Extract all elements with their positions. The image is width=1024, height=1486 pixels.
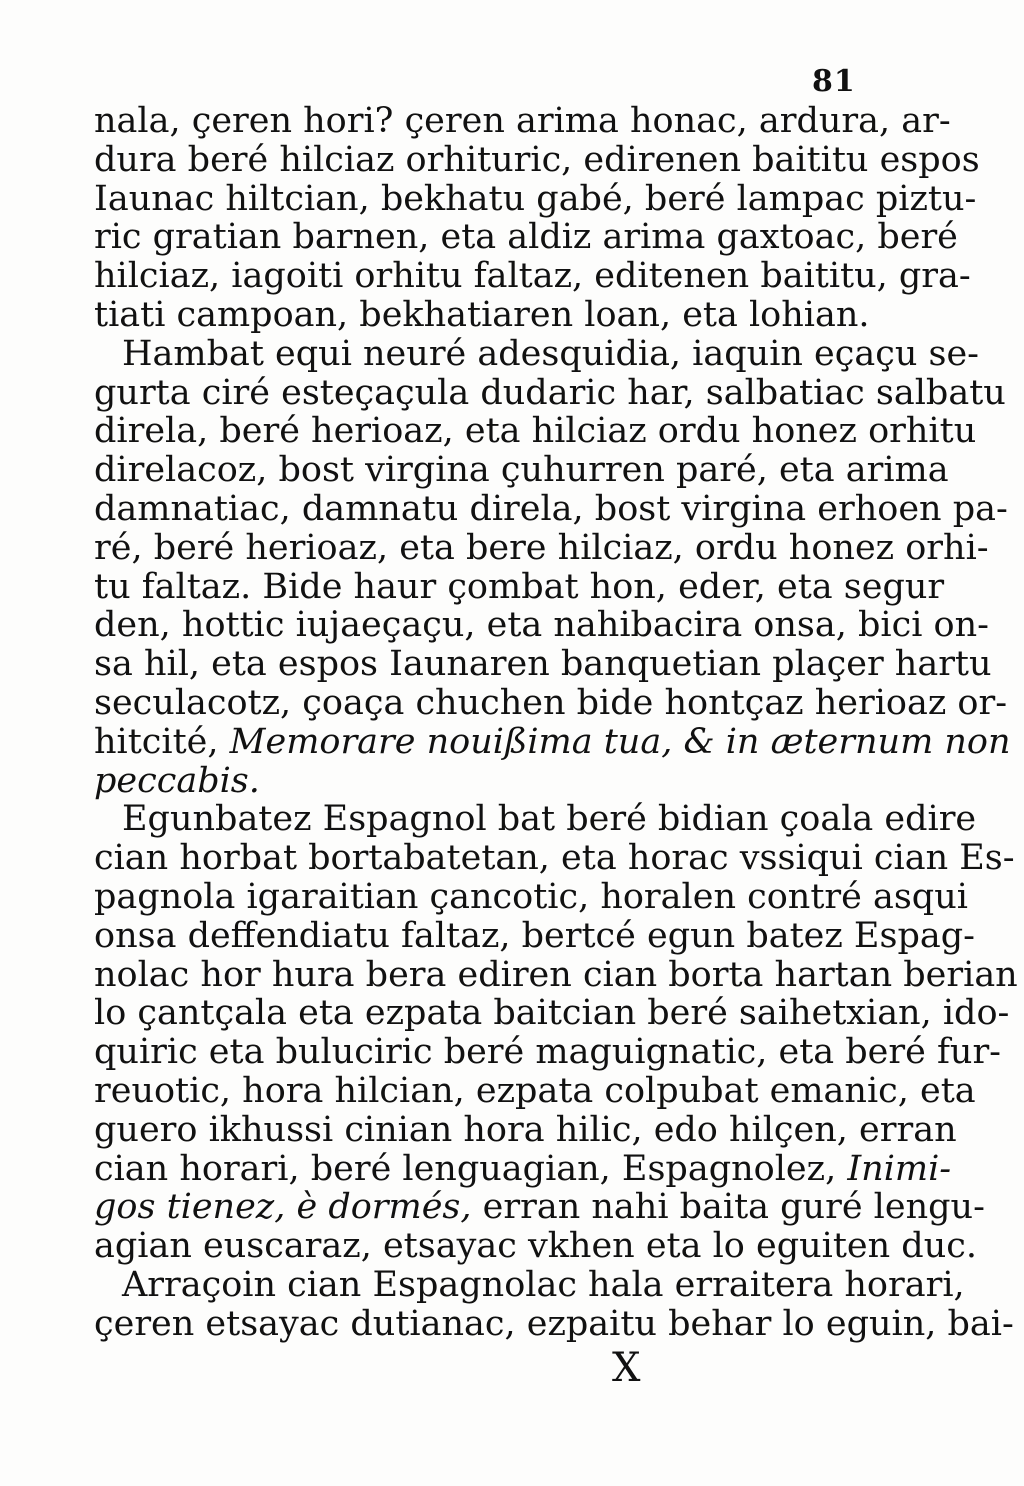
signature-mark: X [612,1345,643,1391]
text-line: dura beré hilciaz orhituric, edirenen baititu espos [94,139,980,180]
text-line: direlacoz, bost virgina çuhurren paré, eta arima [94,450,949,491]
text-line: agian euscaraz, etsayac vkhen eta lo eguiten duc. [94,1226,977,1267]
text-line-with-spanish-quote [94,1187,985,1228]
text-line: hilciaz, iagoiti orhitu faltaz, editenen baititu, gra- [94,256,971,297]
spanish-quote: Inimi- [847,1148,952,1189]
text-line: den, hottic iujaeçaçu, eta nahibacira onsa, bici on- [94,605,989,646]
latin-quote-end: peccabis. [94,760,260,801]
line-roman-part: hitcité, [94,721,219,762]
text-line-italic [94,762,854,801]
spanish-quote-end: gos tienez, è dormés, [94,1187,472,1228]
text-line: lo çantçala eta ezpata baitcian beré saihetxian, ido- [94,993,1010,1034]
text-line: nolac hor hura bera ediren cian borta hartan berian [94,954,1018,995]
line-roman-part: erran nahi baita guré lengu- [482,1187,985,1228]
text-line: onsa deffendiatu faltaz, bertcé egun batez Espag- [94,915,975,956]
paragraph-start-line: Arraçoin cian Espagnolac hala erraitera horari, [122,1264,965,1305]
text-line: damnatiac, damnatu direla, bost virgina erhoen pa- [94,488,1008,529]
text-line: reuotic, hora hilcian, ezpata colpubat emanic, eta [94,1070,976,1111]
text-line: quiric eta buluciric beré maguignatic, eta beré fur- [94,1032,1002,1073]
body-text [94,101,1018,1344]
text-line: gurta ciré esteçaçula dudaric har, salbatiac salbatu [94,372,1006,413]
text-line-with-latin-quote [94,721,1011,762]
text-line: seculacotz, çoaça chuchen bide hontçaz herioaz or- [94,682,1008,723]
text-line: Iaunac hiltcian, bekhatu gabé, beré lampac piztu- [94,178,977,219]
text-line: guero ikhussi cinian hora hilic, edo hilçen, erran [94,1109,957,1150]
text-line: çeren etsayac dutianac, ezpaitu behar lo eguin, bai- [94,1303,1014,1344]
text-line: tu faltaz. Bide haur çombat hon, eder, eta segur [94,566,945,607]
text-line-with-spanish-quote [94,1148,952,1189]
text-line: cian horbat bortabatetan, eta horac vssiqui cian Es- [94,838,1015,879]
line-roman-part: cian horari, beré lenguagian, Espagnolez, [94,1148,837,1189]
latin-quote: Memorare nouißima tua, & in æternum non [229,721,1011,762]
text-line: sa hil, eta espos Iaunaren banquetian plaçer hartu [94,644,992,685]
text-line: direla, beré herioaz, eta hilciaz ordu honez orhitu [94,411,977,452]
paragraph-start-line: Hambat equi neuré adesquidia, iaquin eçaçu se- [122,333,980,374]
text-line: ré, beré herioaz, eta bere hilciaz, ordu honez orhi- [94,527,989,568]
text-line: pagnola igaraitian çancotic, horalen contré asqui [94,876,968,917]
page-number: 81 [812,64,856,99]
paragraph-start-line: Egunbatez Espagnol bat beré bidian çoala edire [122,799,977,840]
text-line: tiati campoan, bekhatiaren loan, eta lohian. [94,294,870,335]
text-line: nala, çeren hori? çeren arima honac, ardura, ar- [94,101,951,141]
text-line: ric gratian barnen, eta aldiz arima gaxtoac, beré [94,217,958,258]
